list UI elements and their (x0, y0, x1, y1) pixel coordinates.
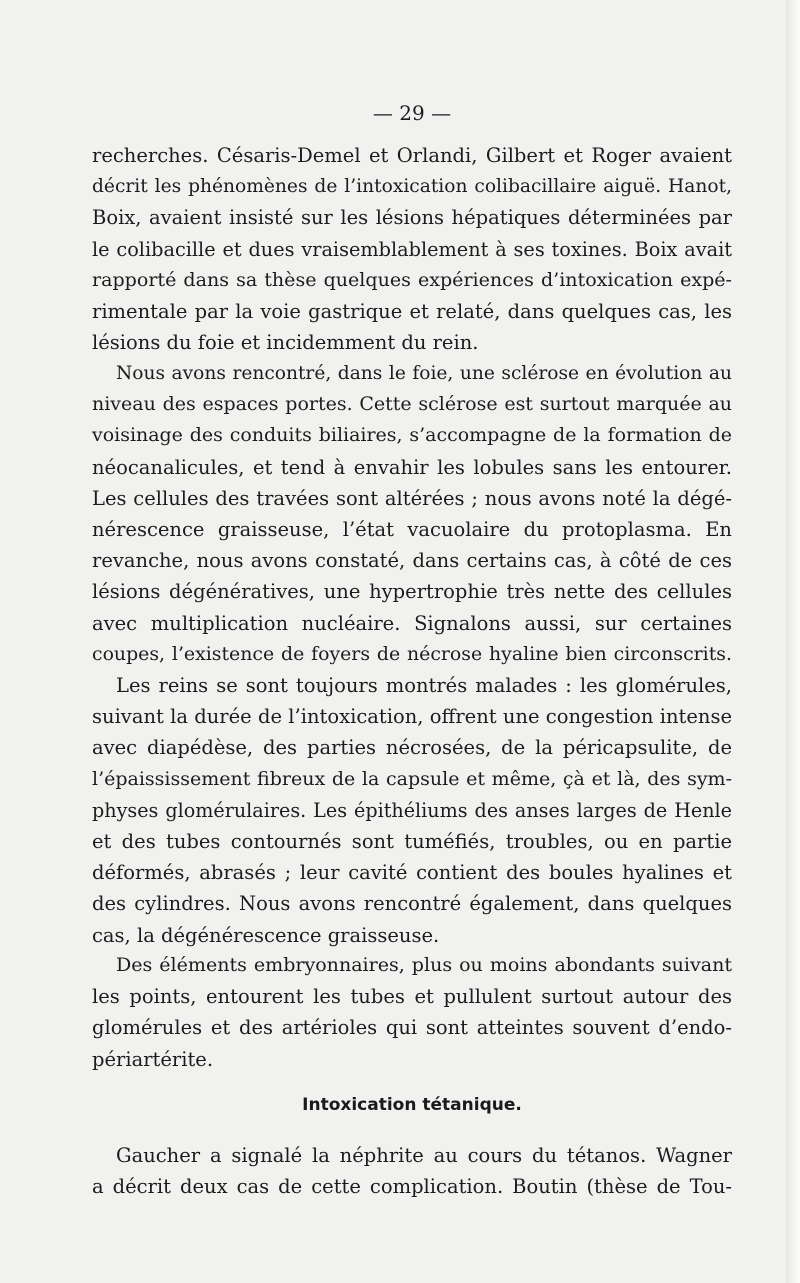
paragraph-line: l’épaississement fibreux de la capsule et même, çà et là, des sym- (92, 767, 732, 790)
paragraph-line: Gaucher a signalé la néphrite au cours du tétanos. Wagner (116, 1144, 732, 1167)
paragraph-line: cas, la dégénérescence graisseuse. (92, 923, 440, 947)
paragraph-line: recherches. Césaris-Demel et Orlandi, Gilbert et Roger avaient (92, 144, 732, 167)
paragraph-2 (92, 358, 732, 670)
paragraph-line: rimentale par la voie gastrique et relaté, dans quelques cas, les (92, 299, 732, 323)
paragraph-line: suivant la durée de l’intoxication, offrent une congestion intense (92, 705, 732, 729)
paragraph-line: le colibacille et dues vraisemblablement à ses toxines. Boix avait (92, 237, 732, 261)
paragraph-line: décrit les phénomènes de l’intoxication colibacillaire aiguë. Hanot, (92, 176, 732, 198)
paragraph-line: avec multiplication nucléaire. Signalons aussi, sur certaines (92, 611, 732, 635)
paragraph-line: coupes, l’existence de foyers de nécrose hyaline bien circonscrits. (92, 642, 732, 665)
paragraph-line: voisinage des conduits biliaires, s’accompagne de la formation de (92, 424, 732, 447)
paragraph-line: lésions dégénératives, une hypertrophie très nette des cellules (92, 580, 732, 604)
page-edge-shadow (786, 0, 800, 1283)
paragraph-line: Les cellules des travées sont altérées ; nous avons noté la dégé- (92, 486, 732, 510)
paragraph-line: physes glomérulaires. Les épithéliums des anses larges de Henle (92, 798, 732, 822)
section-heading: Intoxication tétanique. (302, 1095, 522, 1115)
paragraph-4 (92, 950, 732, 1075)
paragraph-line: glomérules et des artérioles qui sont atteintes souvent d’endo- (92, 1016, 732, 1040)
page-number: — 29 — (372, 101, 452, 125)
paragraph-line: Boix, avaient insisté sur les lésions hépatiques déterminées par (92, 206, 732, 230)
paragraph-line: des cylindres. Nous avons rencontré également, dans quelques (92, 892, 732, 916)
paragraph-line: revanche, nous avons constaté, dans certains cas, à côté de ces (92, 549, 732, 573)
paragraph-line: périartérite. (92, 1047, 214, 1071)
paragraph-line: et des tubes contournés sont tuméfiés, troubles, ou en partie (92, 829, 732, 853)
paragraph-line: les points, entourent les tubes et pullulent surtout autour des (92, 985, 732, 1009)
paragraph-line: déformés, abrasés ; leur cavité contient des boules hyalines et (92, 861, 732, 885)
paragraph-line: nérescence graisseuse, l’état vacuolaire du protoplasma. En (92, 517, 732, 541)
paragraph-3 (92, 670, 732, 951)
paragraph-line: lésions du foie et incidemment du rein. (92, 331, 479, 355)
paragraph-line: rapporté dans sa thèse quelques expériences d’intoxication expé- (92, 268, 732, 291)
paragraph-5 (92, 1140, 732, 1202)
paragraph-line: Des éléments embryonnaires, plus ou moins abondants suivant (116, 954, 732, 976)
paragraph-1 (92, 140, 732, 358)
paragraph-line: Nous avons rencontré, dans le foie, une sclérose en évolution au (116, 363, 732, 384)
paragraph-line: a décrit deux cas de cette complication. Boutin (thèse de Tou- (92, 1175, 732, 1199)
paragraph-line: Les reins se sont toujours montrés malades : les glomérules, (116, 674, 732, 697)
paragraph-line: niveau des espaces portes. Cette sclérose est surtout marquée au (92, 393, 732, 416)
paragraph-line: néocanalicules, et tend à envahir les lobules sans les entourer. (92, 455, 732, 479)
paragraph-line: avec diapédèse, des parties nécrosées, de la péricapsulite, de (92, 736, 732, 760)
